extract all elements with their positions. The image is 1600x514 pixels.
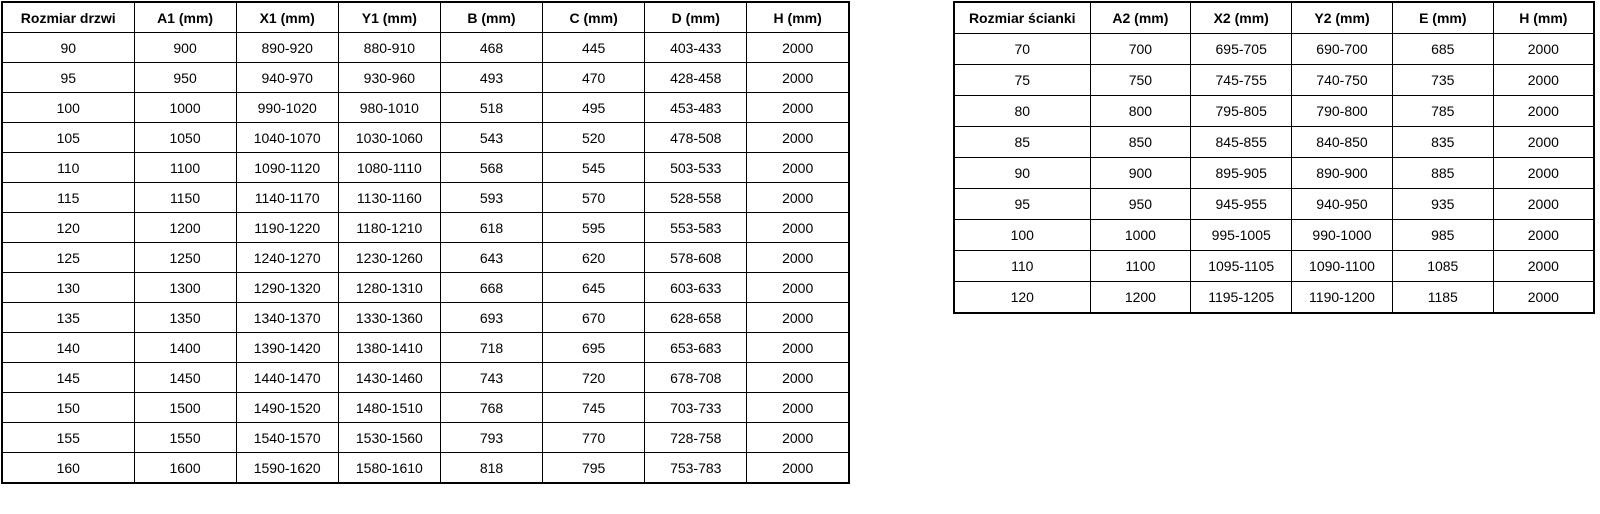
table-cell: 85 [954, 127, 1090, 158]
table-cell: 2000 [747, 423, 849, 453]
table-cell: 695-705 [1191, 34, 1292, 65]
table-cell: 1400 [134, 333, 236, 363]
table-row [2, 303, 849, 333]
door-sizes-table-header [2, 2, 849, 33]
table-cell: 1600 [134, 453, 236, 484]
column-header: X1 (mm) [236, 2, 338, 33]
table-cell: 670 [543, 303, 645, 333]
table-cell: 2000 [1493, 282, 1594, 314]
table-row [2, 213, 849, 243]
table-cell: 800 [1090, 96, 1191, 127]
table-cell: 845-855 [1191, 127, 1292, 158]
table-cell: 120 [2, 213, 134, 243]
table-cell: 445 [543, 33, 645, 63]
table-cell: 1500 [134, 393, 236, 423]
table-cell: 593 [440, 183, 542, 213]
table-cell: 140 [2, 333, 134, 363]
table-cell: 1050 [134, 123, 236, 153]
table-cell: 2000 [747, 93, 849, 123]
table-cell: 2000 [1493, 158, 1594, 189]
table-cell: 620 [543, 243, 645, 273]
table-row [954, 34, 1594, 65]
table-cell: 1540-1570 [236, 423, 338, 453]
table-cell: 518 [440, 93, 542, 123]
table-cell: 2000 [747, 273, 849, 303]
table-cell: 793 [440, 423, 542, 453]
table-cell: 528-558 [645, 183, 747, 213]
table-cell: 703-733 [645, 393, 747, 423]
table-cell: 1330-1360 [338, 303, 440, 333]
table-cell: 2000 [1493, 220, 1594, 251]
table-cell: 2000 [747, 33, 849, 63]
table-cell: 1490-1520 [236, 393, 338, 423]
table-row [2, 243, 849, 273]
table-row [2, 423, 849, 453]
table-cell: 100 [954, 220, 1090, 251]
table-cell: 1140-1170 [236, 183, 338, 213]
table-cell: 2000 [747, 333, 849, 363]
table-cell: 1000 [134, 93, 236, 123]
table-row [2, 363, 849, 393]
table-cell: 468 [440, 33, 542, 63]
table-cell: 145 [2, 363, 134, 393]
table-cell: 645 [543, 273, 645, 303]
table-cell: 1200 [1090, 282, 1191, 314]
header-row [2, 2, 849, 33]
table-cell: 1095-1105 [1191, 251, 1292, 282]
table-cell: 545 [543, 153, 645, 183]
table-cell: 1090-1100 [1292, 251, 1393, 282]
table-row [2, 153, 849, 183]
column-header: A2 (mm) [1090, 2, 1191, 34]
table-cell: 1530-1560 [338, 423, 440, 453]
table-cell: 1280-1310 [338, 273, 440, 303]
table-cell: 900 [1090, 158, 1191, 189]
table-cell: 2000 [747, 453, 849, 484]
table-cell: 2000 [747, 393, 849, 423]
table-cell: 1100 [1090, 251, 1191, 282]
table-row [2, 123, 849, 153]
table-cell: 115 [2, 183, 134, 213]
table-cell: 1430-1460 [338, 363, 440, 393]
column-header: C (mm) [543, 2, 645, 33]
table-cell: 1150 [134, 183, 236, 213]
table-row [2, 63, 849, 93]
table-cell: 428-458 [645, 63, 747, 93]
table-cell: 578-608 [645, 243, 747, 273]
table-cell: 718 [440, 333, 542, 363]
table-cell: 690-700 [1292, 34, 1393, 65]
table-row [954, 158, 1594, 189]
column-header: D (mm) [645, 2, 747, 33]
table-cell: 668 [440, 273, 542, 303]
table-cell: 795-805 [1191, 96, 1292, 127]
table-row [2, 453, 849, 484]
table-cell: 728-758 [645, 423, 747, 453]
table-cell: 2000 [747, 153, 849, 183]
table-row [2, 333, 849, 363]
column-header: H (mm) [1493, 2, 1594, 34]
table-cell: 80 [954, 96, 1090, 127]
table-cell: 720 [543, 363, 645, 393]
table-cell: 935 [1392, 189, 1493, 220]
table-cell: 2000 [1493, 251, 1594, 282]
table-cell: 745 [543, 393, 645, 423]
table-cell: 2000 [1493, 96, 1594, 127]
table-cell: 695 [543, 333, 645, 363]
column-header: A1 (mm) [134, 2, 236, 33]
table-cell: 753-783 [645, 453, 747, 484]
table-cell: 840-850 [1292, 127, 1393, 158]
table-cell: 743 [440, 363, 542, 393]
table-cell: 110 [954, 251, 1090, 282]
table-cell: 1350 [134, 303, 236, 333]
table-cell: 90 [2, 33, 134, 63]
table-cell: 685 [1392, 34, 1493, 65]
table-row [2, 273, 849, 303]
column-header: E (mm) [1392, 2, 1493, 34]
table-cell: 940-970 [236, 63, 338, 93]
table-cell: 618 [440, 213, 542, 243]
door-sizes-table [1, 1, 850, 484]
table-cell: 643 [440, 243, 542, 273]
table-cell: 2000 [747, 303, 849, 333]
column-header: Y2 (mm) [1292, 2, 1393, 34]
table-cell: 150 [2, 393, 134, 423]
table-row [954, 282, 1594, 314]
table-cell: 493 [440, 63, 542, 93]
table-cell: 1100 [134, 153, 236, 183]
wall-sizes-table [953, 1, 1595, 314]
table-cell: 628-658 [645, 303, 747, 333]
table-cell: 885 [1392, 158, 1493, 189]
table-cell: 1580-1610 [338, 453, 440, 484]
table-cell: 890-920 [236, 33, 338, 63]
table-cell: 1550 [134, 423, 236, 453]
table-cell: 818 [440, 453, 542, 484]
table-cell: 2000 [1493, 34, 1594, 65]
table-cell: 995-1005 [1191, 220, 1292, 251]
table-cell: 785 [1392, 96, 1493, 127]
table-cell: 693 [440, 303, 542, 333]
table-cell: 120 [954, 282, 1090, 314]
table-cell: 980-1010 [338, 93, 440, 123]
column-header: Rozmiar ścianki [954, 2, 1090, 34]
table-cell: 1250 [134, 243, 236, 273]
table-cell: 1190-1220 [236, 213, 338, 243]
table-cell: 1340-1370 [236, 303, 338, 333]
table-cell: 75 [954, 65, 1090, 96]
table-cell: 1480-1510 [338, 393, 440, 423]
table-cell: 890-900 [1292, 158, 1393, 189]
table-cell: 1590-1620 [236, 453, 338, 484]
table-cell: 478-508 [645, 123, 747, 153]
table-cell: 945-955 [1191, 189, 1292, 220]
table-row [954, 220, 1594, 251]
table-row [2, 393, 849, 423]
table-row [2, 33, 849, 63]
table-cell: 768 [440, 393, 542, 423]
table-cell: 1030-1060 [338, 123, 440, 153]
table-cell: 745-755 [1191, 65, 1292, 96]
table-cell: 740-750 [1292, 65, 1393, 96]
table-cell: 2000 [747, 63, 849, 93]
table-cell: 1040-1070 [236, 123, 338, 153]
table-cell: 470 [543, 63, 645, 93]
table-cell: 1180-1210 [338, 213, 440, 243]
table-cell: 700 [1090, 34, 1191, 65]
table-cell: 570 [543, 183, 645, 213]
column-header: Y1 (mm) [338, 2, 440, 33]
wall-sizes-table-body [954, 34, 1594, 314]
table-cell: 2000 [1493, 65, 1594, 96]
table-row [954, 96, 1594, 127]
table-row [954, 189, 1594, 220]
table-cell: 520 [543, 123, 645, 153]
table-cell: 70 [954, 34, 1090, 65]
table-cell: 1190-1200 [1292, 282, 1393, 314]
table-cell: 110 [2, 153, 134, 183]
table-cell: 403-433 [645, 33, 747, 63]
table-row [2, 93, 849, 123]
table-cell: 1300 [134, 273, 236, 303]
table-cell: 850 [1090, 127, 1191, 158]
table-cell: 543 [440, 123, 542, 153]
column-header: X2 (mm) [1191, 2, 1292, 34]
table-cell: 790-800 [1292, 96, 1393, 127]
table-cell: 1290-1320 [236, 273, 338, 303]
table-cell: 950 [134, 63, 236, 93]
table-cell: 125 [2, 243, 134, 273]
table-cell: 1450 [134, 363, 236, 393]
table-cell: 1080-1110 [338, 153, 440, 183]
column-header: Rozmiar drzwi [2, 2, 134, 33]
table-row [2, 183, 849, 213]
table-cell: 95 [2, 63, 134, 93]
table-cell: 603-633 [645, 273, 747, 303]
table-cell: 990-1020 [236, 93, 338, 123]
table-cell: 1390-1420 [236, 333, 338, 363]
table-cell: 930-960 [338, 63, 440, 93]
table-cell: 1195-1205 [1191, 282, 1292, 314]
table-cell: 1230-1260 [338, 243, 440, 273]
wall-sizes-table-header [954, 2, 1594, 34]
table-cell: 895-905 [1191, 158, 1292, 189]
table-cell: 1085 [1392, 251, 1493, 282]
table-cell: 453-483 [645, 93, 747, 123]
table-cell: 2000 [747, 363, 849, 393]
table-cell: 2000 [1493, 127, 1594, 158]
table-cell: 1200 [134, 213, 236, 243]
table-cell: 1090-1120 [236, 153, 338, 183]
table-cell: 1185 [1392, 282, 1493, 314]
table-cell: 135 [2, 303, 134, 333]
table-cell: 835 [1392, 127, 1493, 158]
table-cell: 900 [134, 33, 236, 63]
table-cell: 568 [440, 153, 542, 183]
table-cell: 95 [954, 189, 1090, 220]
table-cell: 880-910 [338, 33, 440, 63]
table-cell: 770 [543, 423, 645, 453]
table-row [954, 127, 1594, 158]
table-cell: 653-683 [645, 333, 747, 363]
table-cell: 2000 [747, 183, 849, 213]
table-cell: 105 [2, 123, 134, 153]
table-cell: 503-533 [645, 153, 747, 183]
table-row [954, 65, 1594, 96]
table-cell: 2000 [1493, 189, 1594, 220]
table-cell: 990-1000 [1292, 220, 1393, 251]
table-cell: 950 [1090, 189, 1191, 220]
table-cell: 90 [954, 158, 1090, 189]
header-row [954, 2, 1594, 34]
table-row [954, 251, 1594, 282]
table-cell: 553-583 [645, 213, 747, 243]
table-cell: 1380-1410 [338, 333, 440, 363]
table-cell: 100 [2, 93, 134, 123]
table-cell: 795 [543, 453, 645, 484]
table-cell: 1440-1470 [236, 363, 338, 393]
table-cell: 2000 [747, 243, 849, 273]
column-header: B (mm) [440, 2, 542, 33]
table-cell: 750 [1090, 65, 1191, 96]
door-sizes-table-body [2, 33, 849, 484]
table-cell: 595 [543, 213, 645, 243]
table-cell: 2000 [747, 123, 849, 153]
column-header: H (mm) [747, 2, 849, 33]
table-cell: 2000 [747, 213, 849, 243]
table-cell: 678-708 [645, 363, 747, 393]
table-cell: 130 [2, 273, 134, 303]
table-cell: 735 [1392, 65, 1493, 96]
table-cell: 160 [2, 453, 134, 484]
table-cell: 495 [543, 93, 645, 123]
table-cell: 155 [2, 423, 134, 453]
table-cell: 1240-1270 [236, 243, 338, 273]
table-cell: 940-950 [1292, 189, 1393, 220]
table-cell: 985 [1392, 220, 1493, 251]
table-cell: 1130-1160 [338, 183, 440, 213]
table-cell: 1000 [1090, 220, 1191, 251]
